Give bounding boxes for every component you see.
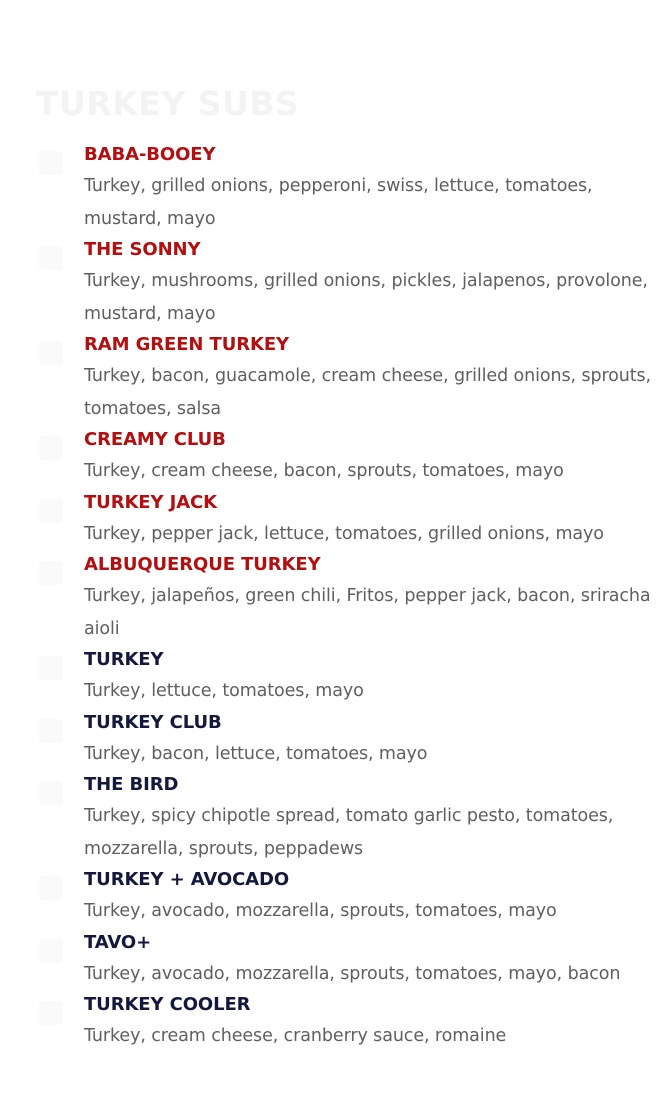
menu-list — [0, 140, 670, 1053]
menu-item[interactable] — [0, 330, 670, 425]
item-checkbox-icon[interactable] — [39, 876, 63, 900]
item-name: THE SONNY — [84, 239, 201, 260]
item-checkbox-icon[interactable] — [39, 561, 63, 585]
item-name: TURKEY COOLER — [84, 994, 251, 1015]
item-checkbox-icon[interactable] — [39, 151, 63, 175]
item-description: Turkey, jalapeños, green chili, Fritos, pepper jack, bacon, sriracha aioli — [84, 586, 651, 639]
item-checkbox-icon[interactable] — [39, 719, 63, 743]
item-checkbox-icon[interactable] — [39, 436, 63, 460]
item-name: ALBUQUERQUE TURKEY — [84, 554, 321, 575]
item-name: RAM GREEN TURKEY — [84, 334, 289, 355]
menu-item[interactable] — [0, 708, 670, 771]
item-description: Turkey, cream cheese, bacon, sprouts, tomatoes, mayo — [84, 461, 564, 481]
item-description: Turkey, mushrooms, grilled onions, pickles, jalapenos, provolone, mustard, mayo — [84, 271, 648, 324]
item-description: Turkey, cream cheese, cranberry sauce, romaine — [84, 1026, 507, 1046]
menu-item[interactable] — [0, 425, 670, 488]
item-name: TURKEY — [84, 649, 164, 670]
item-description: Turkey, avocado, mozzarella, sprouts, tomatoes, mayo, bacon — [84, 963, 621, 984]
item-checkbox-icon[interactable] — [39, 341, 63, 365]
item-description: Turkey, pepper jack, lettuce, tomatoes, grilled onions, mayo — [84, 523, 604, 544]
item-name: TURKEY JACK — [84, 491, 217, 513]
menu-item[interactable] — [0, 865, 670, 928]
item-description: Turkey, bacon, guacamole, cream cheese, grilled onions, sprouts, tomatoes, salsa — [84, 366, 652, 419]
item-checkbox-icon[interactable] — [39, 781, 63, 805]
item-checkbox-icon[interactable] — [39, 246, 63, 270]
item-description: Turkey, spicy chipotle spread, tomato garlic pesto, tomatoes, mozzarella, sprouts, peppadews — [84, 806, 614, 859]
menu-item[interactable] — [0, 488, 670, 551]
section-title: TURKEY SUBS — [36, 84, 300, 123]
item-name: TURKEY + AVOCADO — [84, 869, 290, 890]
item-name: TURKEY CLUB — [84, 711, 222, 733]
item-checkbox-icon[interactable] — [39, 939, 63, 963]
item-description: Turkey, lettuce, tomatoes, mayo — [84, 681, 364, 701]
item-name: THE BIRD — [84, 774, 179, 795]
item-name: TAVO+ — [84, 931, 152, 953]
item-description: Turkey, bacon, lettuce, tomatoes, mayo — [84, 743, 428, 764]
menu-item[interactable] — [0, 645, 670, 708]
item-description: Turkey, grilled onions, pepperoni, swiss, lettuce, tomatoes, mustard, mayo — [84, 176, 593, 229]
item-checkbox-icon[interactable] — [39, 1001, 63, 1025]
menu-item[interactable] — [0, 928, 670, 991]
menu-item[interactable] — [0, 140, 670, 235]
menu-item[interactable] — [0, 550, 670, 645]
item-name: BABA-BOOEY — [84, 144, 216, 165]
item-checkbox-icon[interactable] — [39, 656, 63, 680]
item-description: Turkey, avocado, mozzarella, sprouts, tomatoes, mayo — [84, 901, 557, 921]
menu-item[interactable] — [0, 770, 670, 865]
menu-item[interactable] — [0, 990, 670, 1053]
item-name: CREAMY CLUB — [84, 429, 226, 450]
item-checkbox-icon[interactable] — [39, 499, 63, 523]
menu-item[interactable] — [0, 235, 670, 330]
